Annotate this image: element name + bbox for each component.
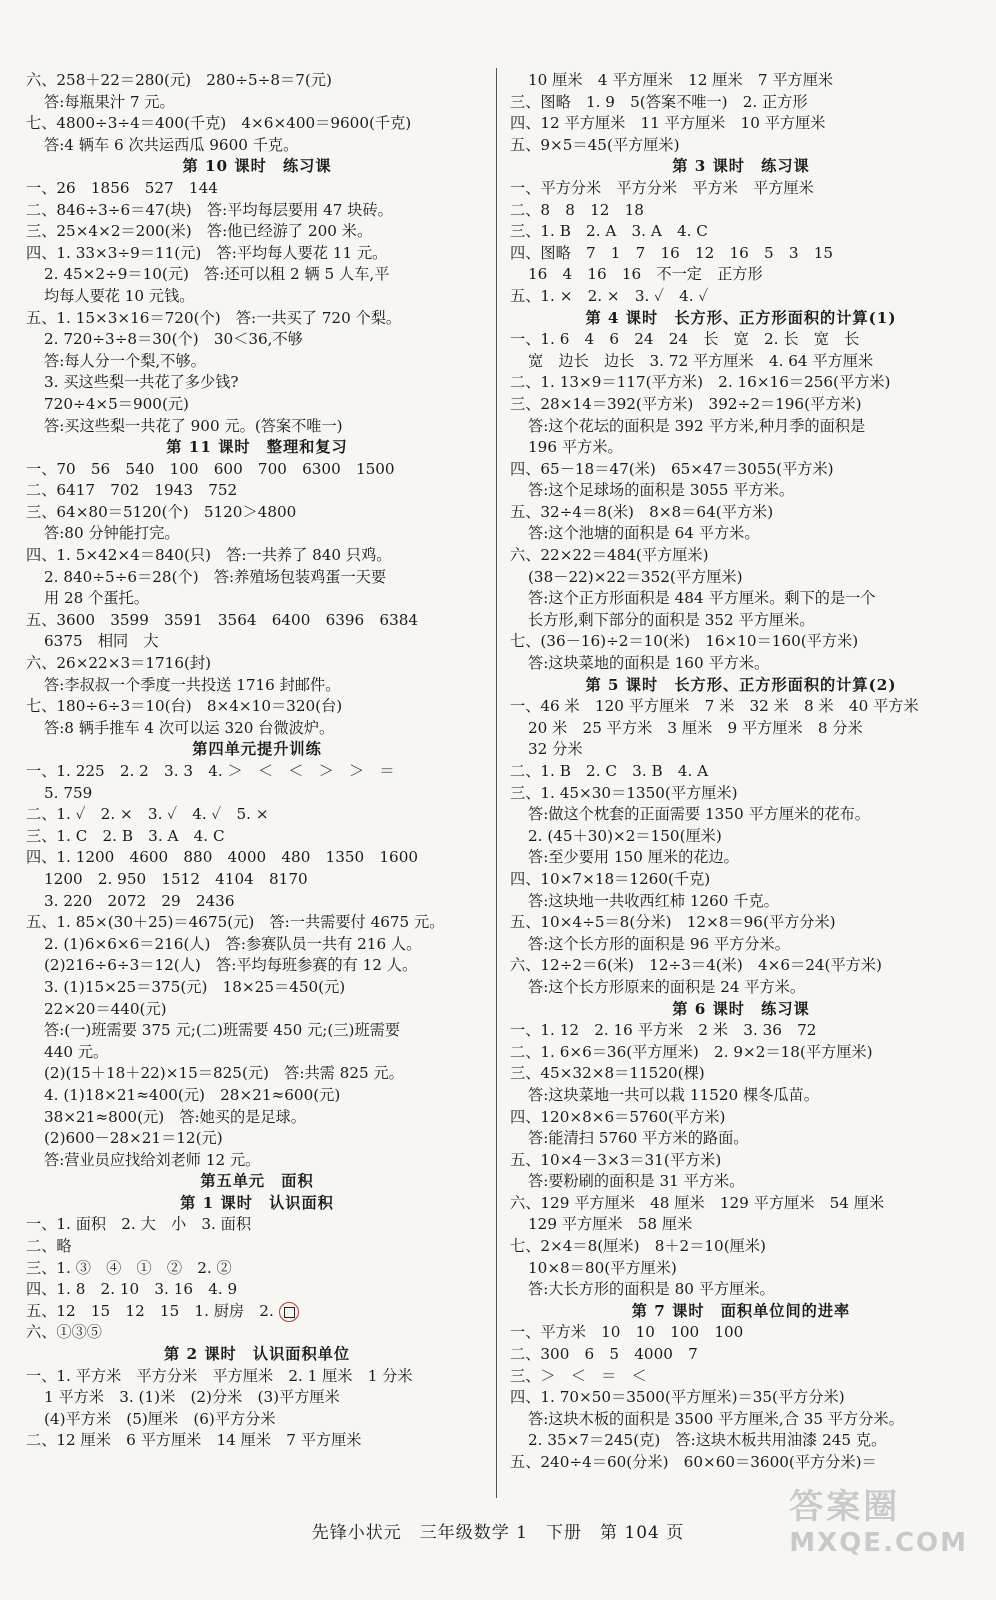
- answer-text: 答:这块菜地一共可以栽 11520 棵冬瓜苗。: [528, 1085, 819, 1104]
- answer-line: [510, 631, 972, 653]
- answer-line: [510, 610, 972, 632]
- left-column: [26, 70, 488, 1452]
- answer-text: 22×20＝440(元): [44, 999, 167, 1018]
- answer-text: 3. (1)15×25＝375(元) 18×25＝450(元): [44, 977, 346, 996]
- section-heading: [26, 437, 488, 459]
- answer-text: 第 10 课时 练习课: [182, 157, 332, 176]
- answer-line: [510, 1193, 972, 1215]
- answer-text: 二、12 厘米 6 平方厘米 14 厘米 7 平方厘米: [26, 1431, 362, 1450]
- answer-text: 第 11 课时 整理和复习: [166, 438, 348, 457]
- answer-line: [26, 1387, 488, 1409]
- answer-text: 第 5 课时 长方形、正方形面积的计算(2): [585, 675, 897, 694]
- answer-line: [510, 264, 972, 286]
- answer-line: [26, 545, 488, 567]
- answer-line: [510, 567, 972, 589]
- answer-text: 二、300 6 5 4000 7: [510, 1345, 698, 1364]
- answer-text: 第四单元提升训练: [192, 740, 322, 759]
- answer-line: [26, 416, 488, 438]
- answer-text: 答:至少要用 150 厘米的花边。: [528, 848, 739, 867]
- answer-text: 一、1. 面积 2. 大 小 3. 面积: [26, 1215, 252, 1234]
- answer-text: 答:这个长方形的面积是 96 平方分米。: [528, 934, 790, 953]
- answer-line: [26, 761, 488, 783]
- answer-line: [510, 502, 972, 524]
- answer-line: [510, 372, 972, 394]
- answer-line: [510, 1063, 972, 1085]
- answer-line: [26, 502, 488, 524]
- answer-text: 第 6 课时 练习课: [672, 999, 810, 1018]
- answer-text: 四、1. 8 2. 10 3. 16 4. 9: [26, 1280, 238, 1299]
- answer-line: [26, 221, 488, 243]
- answer-text: 一、平方米 10 10 100 100: [510, 1323, 744, 1342]
- answer-line: [510, 70, 972, 92]
- answer-line: [510, 1430, 972, 1452]
- answer-text: 二、1. ✓ 2. × 3. ✓ 4. ✓ 5. ×: [26, 805, 269, 824]
- answer-text: 10×8＝80(平方厘米): [528, 1258, 677, 1277]
- answer-line: [26, 610, 488, 632]
- answer-text: 六、129 平方厘米 48 厘米 129 平方厘米 54 厘米: [510, 1193, 885, 1212]
- answer-text: (2)(15＋18＋22)×15＝825(元) 答:共需 825 元。: [44, 1064, 404, 1083]
- answer-text: 第 2 课时 认识面积单位: [163, 1345, 351, 1364]
- answer-text: 一、26 1856 527 144: [26, 178, 218, 197]
- answer-line: [26, 1063, 488, 1085]
- answer-text: 三、64×80＝5120(个) 5120＞4800: [26, 502, 297, 521]
- answer-line: [26, 1258, 488, 1280]
- answer-line: [26, 264, 488, 286]
- answer-text: 四、65－18＝47(米) 65×47＝3055(平方米): [510, 459, 834, 478]
- answer-text: 一、1. 12 2. 16 平方米 2 米 3. 36 72: [510, 1021, 817, 1040]
- answer-text: 2. 35×7＝245(克) 答:这块木板共用油漆 245 克。: [528, 1431, 887, 1450]
- answer-text: 2. 45×2÷9＝10(元) 答:还可以租 2 辆 5 人车,平: [44, 265, 390, 284]
- answer-text: 二、1. 13×9＝117(平方米) 2. 16×16＝256(平方米): [510, 373, 891, 392]
- answer-text: 3. 220 2072 29 2436: [44, 891, 235, 910]
- answer-line: [26, 178, 488, 200]
- answer-text: 2. 720÷3÷8＝30(个) 30＜36,不够: [44, 330, 303, 349]
- answer-line: [510, 653, 972, 675]
- answer-text: 答:这块菜地的面积是 160 平方米。: [528, 654, 770, 673]
- answer-text: 1200 2. 950 1512 4104 8170: [44, 869, 308, 888]
- answer-text: 二、8 8 12 18: [510, 200, 644, 219]
- answer-text: 五、240÷4＝60(分米) 60×60＝3600(平方分米)＝: [510, 1453, 877, 1471]
- answer-line: [26, 243, 488, 265]
- answer-line: [510, 1322, 972, 1344]
- answer-text: 第五单元 面积: [200, 1172, 314, 1191]
- answer-text: 2. 840÷5÷6＝28(个) 答:养殖场包装鸡蛋一天要: [44, 567, 387, 586]
- answer-line: [510, 459, 972, 481]
- answer-text: (4)平方米 (5)厘米 (6)平方分米: [44, 1409, 276, 1428]
- answer-text: 六、①③⑤: [26, 1323, 102, 1342]
- answer-line: [26, 696, 488, 718]
- answer-text: 答:买这些梨一共花了 900 元。(答案不唯一): [44, 416, 343, 435]
- answer-text: 一、70 56 540 100 600 700 6300 1500: [26, 459, 395, 478]
- answer-text: 答:这个池塘的面积是 64 平方米。: [528, 524, 760, 543]
- answer-text: 答:李叔叔一个季度一共投送 1716 封邮件。: [44, 675, 341, 694]
- section-heading: [26, 1344, 488, 1366]
- answer-text: 二、6417 702 1943 752: [26, 481, 238, 500]
- answer-text: 答:4 辆车 6 次共运西瓜 9600 千克。: [44, 135, 299, 154]
- answer-line: [510, 351, 972, 373]
- answer-line: [26, 718, 488, 740]
- answer-line: [510, 1042, 972, 1064]
- answer-text: (2)216÷6÷3＝12(人) 答:平均每班参赛的有 12 人。: [44, 956, 418, 975]
- answer-line: [26, 1430, 488, 1452]
- answer-line: [510, 891, 972, 913]
- answer-line: [510, 394, 972, 416]
- answer-line: [510, 178, 972, 200]
- section-heading: [26, 1193, 488, 1215]
- answer-line: [510, 1279, 972, 1301]
- section-heading: [26, 156, 488, 178]
- answer-line: [26, 1366, 488, 1388]
- answer-text: 宽 边长 边长 3. 72 平方厘米 4. 64 平方厘米: [528, 351, 874, 370]
- answer-text: 六、12÷2＝6(米) 12÷3＝4(米) 4×6＝24(平方米): [510, 956, 882, 975]
- answer-line: [510, 329, 972, 351]
- answer-line: [26, 567, 488, 589]
- answer-text: 720÷4×5＝900(元): [44, 394, 189, 413]
- answer-line: [510, 286, 972, 308]
- answer-text: 四、1. 70×50＝3500(平方厘米)＝35(平方分米): [510, 1388, 845, 1407]
- answer-text: 一、平方分米 平方分米 平方米 平方厘米: [510, 178, 814, 197]
- section-heading: [26, 1171, 488, 1193]
- answer-line: [26, 999, 488, 1021]
- answer-line: [26, 308, 488, 330]
- answer-line: [510, 135, 972, 157]
- answer-line: [26, 1322, 488, 1344]
- section-heading: [26, 739, 488, 761]
- answer-text: 二、略: [26, 1237, 72, 1256]
- answer-text: 三、25×4×2＝200(米) 答:他已经游了 200 米。: [26, 222, 373, 241]
- answer-text: 答:(一)班需要 375 元;(二)班需要 450 元;(三)班需要: [44, 1021, 401, 1040]
- answer-line: [510, 934, 972, 956]
- answer-text: 三、1. ③ ④ ① ② 2. ②: [26, 1258, 232, 1277]
- answer-text: 一、1. 6 4 6 24 24 长 宽 2. 长 宽 长: [510, 330, 860, 349]
- answer-line: [510, 92, 972, 114]
- answer-line: [510, 847, 972, 869]
- answer-line: [510, 955, 972, 977]
- answer-line: [26, 1107, 488, 1129]
- answer-line: [510, 761, 972, 783]
- section-heading: [510, 156, 972, 178]
- section-heading: [510, 999, 972, 1021]
- answer-line: [26, 912, 488, 934]
- answer-line: [510, 221, 972, 243]
- right-column: [510, 70, 972, 1474]
- answer-line: [26, 804, 488, 826]
- answer-text: 一、1. 平方米 平方分米 平方厘米 2. 1 厘米 1 分米: [26, 1366, 413, 1385]
- answer-line: [26, 1128, 488, 1150]
- answer-line: [510, 869, 972, 891]
- answer-text: 四、1. 1200 4600 880 4000 480 1350 1600: [26, 848, 419, 867]
- answer-line: [26, 891, 488, 913]
- answer-text: 129 平方厘米 58 厘米: [528, 1215, 693, 1234]
- answer-line: [26, 977, 488, 999]
- answer-line: [26, 286, 488, 308]
- answer-line: [510, 977, 972, 999]
- answer-line: [510, 804, 972, 826]
- answer-text: 答:这个长方形原来的面积是 24 平方米。: [528, 977, 806, 996]
- answer-text: 三、1. C 2. B 3. A 4. C: [26, 826, 225, 845]
- section-heading: [510, 675, 972, 697]
- answer-text: 用 28 个蛋托。: [44, 589, 149, 608]
- answer-text: 二、1. 6×6＝36(平方厘米) 2. 9×2＝18(平方厘米): [510, 1042, 873, 1061]
- answer-line: [510, 739, 972, 761]
- answer-text: 答:这个花坛的面积是 392 平方米,种月季的面积是: [528, 416, 866, 435]
- answer-line: [26, 372, 488, 394]
- answer-line: [26, 1020, 488, 1042]
- answer-text: 均每人要花 10 元钱。: [44, 286, 195, 305]
- answer-text: 3. 买这些梨一共花了多少钱?: [44, 373, 239, 392]
- answer-line: [510, 718, 972, 740]
- answer-line: [510, 1171, 972, 1193]
- answer-text: 六、22×22＝484(平方厘米): [510, 546, 709, 565]
- answer-line: [510, 416, 972, 438]
- answer-line: [510, 1452, 972, 1474]
- answer-line: [510, 1085, 972, 1107]
- answer-line: [510, 783, 972, 805]
- answer-text: 三、图略 1. 9 5(答案不唯一) 2. 正方形: [510, 92, 808, 111]
- answer-text: 四、12 平方厘米 11 平方厘米 10 平方厘米: [510, 114, 826, 133]
- answer-text: 五、32÷4＝8(米) 8×8＝64(平方米): [510, 502, 774, 521]
- answer-line: [26, 459, 488, 481]
- answer-text: (38－22)×22＝352(平方厘米): [528, 567, 743, 586]
- answer-line: [510, 1387, 972, 1409]
- answer-line: [26, 1085, 488, 1107]
- answer-line: [510, 1020, 972, 1042]
- answer-text: 答:大长方形的面积是 80 平方厘米。: [528, 1280, 775, 1299]
- answer-text: 答:8 辆手推车 4 次可以运 320 台微波炉。: [44, 718, 335, 737]
- answer-text: 16 4 16 16 不一定 正方形: [528, 265, 763, 284]
- watermark-bottom: MXQE.COM: [789, 1528, 968, 1558]
- answer-line: [26, 934, 488, 956]
- answer-line: [510, 200, 972, 222]
- answer-line: [510, 1366, 972, 1388]
- answer-text: 4. (1)18×21≈400(元) 28×21≈600(元): [44, 1085, 341, 1104]
- answer-text: 答:做这个枕套的正面需要 1350 平方厘米的花布。: [528, 805, 870, 824]
- answer-text: 七、2×4＝8(厘米) 8＋2＝10(厘米): [510, 1237, 766, 1256]
- answer-line: [26, 1042, 488, 1064]
- answer-text: (2)600－28×21＝12(元): [44, 1129, 223, 1148]
- answer-text: 38×21≈800(元) 答:她买的是足球。: [44, 1107, 306, 1126]
- answer-line: [26, 1150, 488, 1172]
- answer-text: 七、(36－16)÷2＝10(米) 16×10＝160(平方米): [510, 632, 859, 651]
- section-heading: [510, 308, 972, 330]
- answer-line: [26, 394, 488, 416]
- answer-text: 答:每人分一个梨,不够。: [44, 351, 206, 370]
- answer-line: [26, 351, 488, 373]
- answer-text: 20 米 25 平方米 3 厘米 9 平方厘米 8 分米: [528, 718, 863, 737]
- answer-line: [26, 329, 488, 351]
- answer-line: [510, 1128, 972, 1150]
- answer-text: 四、1. 5×42×4＝840(只) 答:一共养了 840 只鸡。: [26, 546, 392, 565]
- answer-line: [510, 588, 972, 610]
- answer-text: 五、1. 15×3×16＝720(个) 答:一共买了 720 个梨。: [26, 308, 402, 327]
- answer-text: 三、1. 45×30＝1350(平方厘米): [510, 783, 738, 802]
- answer-line: [26, 70, 488, 92]
- answer-line: [26, 847, 488, 869]
- answer-text: 196 平方米。: [528, 438, 623, 457]
- answer-text: 答:这个正方形面积是 484 平方厘米。剩下的是一个: [528, 589, 876, 608]
- answer-text: 四、1. 33×3÷9＝11(元) 答:平均每人要花 11 元。: [26, 243, 388, 262]
- answer-line: [510, 545, 972, 567]
- answer-text: 五、9×5＝45(平方厘米): [510, 135, 680, 154]
- answer-line: [510, 826, 972, 848]
- answer-line: [510, 523, 972, 545]
- answer-text: 答:这块木板的面积是 3500 平方厘米,合 35 平方分米。: [528, 1409, 904, 1428]
- answer-line: [510, 1150, 972, 1172]
- answer-text: 答:每瓶果汁 7 元。: [44, 92, 175, 111]
- answer-line: [26, 869, 488, 891]
- answer-line: [26, 523, 488, 545]
- answer-text: 答:营业员应找给刘老师 12 元。: [44, 1150, 261, 1169]
- answer-line: [26, 480, 488, 502]
- answer-text: 第 4 课时 长方形、正方形面积的计算(1): [585, 308, 897, 327]
- answer-line: [26, 653, 488, 675]
- answer-line: [510, 437, 972, 459]
- answer-text: 1 平方米 3. (1)米 (2)分米 (3)平方厘米: [44, 1388, 340, 1407]
- answer-text: 四、10×7×18＝1260(千克): [510, 869, 711, 888]
- answer-line: [510, 1214, 972, 1236]
- answer-text: 32 分米: [528, 740, 583, 759]
- answer-text: 五、3600 3599 3591 3564 6400 6396 6384: [26, 610, 419, 629]
- answer-text: 七、4800÷3÷4＝400(千克) 4×6×400＝9600(千克): [26, 114, 412, 133]
- answer-text: 三、＞ ＜ ＝ ＜: [510, 1366, 647, 1385]
- answer-text: 四、120×8×6＝5760(平方米): [510, 1107, 726, 1126]
- section-heading: [510, 1301, 972, 1323]
- answer-text: 440 元。: [44, 1042, 109, 1061]
- answer-line: [510, 1344, 972, 1366]
- answer-line: [510, 1236, 972, 1258]
- watermark-top: 答案圈: [789, 1487, 901, 1527]
- answer-text: 6375 相同 大: [44, 632, 159, 651]
- answer-text: 一、46 米 120 平方厘米 7 米 32 米 8 米 40 平方米: [510, 697, 919, 716]
- answer-line: [510, 1107, 972, 1129]
- answer-text: 10 厘米 4 平方厘米 12 厘米 7 平方厘米: [528, 71, 834, 89]
- answer-text: 三、45×32×8＝11520(棵): [510, 1064, 705, 1083]
- answer-line: [26, 92, 488, 114]
- answer-text: 五、1. 85×(30＋25)＝4675(元) 答:一共需要付 4675 元。: [26, 913, 445, 932]
- answer-text: 四、图略 7 1 7 16 12 16 5 3 15: [510, 243, 834, 262]
- answer-text: 一、1. 225 2. 2 3. 3 4. ＞ ＜ ＜ ＞ ＞ ＝: [26, 762, 395, 780]
- answer-text: 答:能清扫 5760 平方米的路面。: [528, 1129, 749, 1148]
- watermark-logo: [789, 1479, 968, 1558]
- answer-line: [26, 1236, 488, 1258]
- answer-line: [26, 1409, 488, 1431]
- answer-text: 第 3 课时 练习课: [672, 157, 810, 176]
- answer-text: 七、180÷6÷3＝10(台) 8×4×10＝320(台): [26, 697, 343, 716]
- answer-text: 五、10×4÷5＝8(分米) 12×8＝96(平方分米): [510, 913, 836, 932]
- column-divider: [496, 68, 497, 1498]
- circled-square-icon: [279, 1302, 299, 1322]
- answer-line: [26, 200, 488, 222]
- answer-text: 2. (45＋30)×2＝150(厘米): [528, 826, 722, 845]
- answer-line: [510, 113, 972, 135]
- answer-line: [26, 1214, 488, 1236]
- answer-text: 答:要粉刷的面积是 31 平方米。: [528, 1172, 745, 1191]
- answer-line: [510, 1409, 972, 1431]
- answer-line: [26, 1279, 488, 1301]
- answer-line: [26, 955, 488, 977]
- answer-line: [26, 113, 488, 135]
- answer-text: 二、846÷3÷6＝47(块) 答:平均每层要用 47 块砖。: [26, 200, 393, 219]
- answer-text: 第 1 课时 认识面积: [180, 1193, 334, 1212]
- answer-line: [26, 135, 488, 157]
- answer-line: [26, 783, 488, 805]
- answer-text: 五、12 15 12 15 1. 厨房 2.: [26, 1301, 274, 1320]
- answer-text: 三、28×14＝392(平方米) 392÷2＝196(平方米): [510, 394, 862, 413]
- answer-line: [26, 826, 488, 848]
- answer-text: 五、1. × 2. × 3. ✓ 4. ✓: [510, 286, 709, 305]
- answer-text: 答:80 分钟能打完。: [44, 524, 180, 543]
- answer-text: 答:这块地一共收西红柿 1260 千克。: [528, 891, 779, 910]
- page-footer: 先锋小状元 三年级数学 1 下册 第 104 页: [311, 1523, 685, 1543]
- answer-text: 答:这个足球场的面积是 3055 平方米。: [528, 481, 795, 500]
- answer-line: [510, 480, 972, 502]
- answer-line: [510, 912, 972, 934]
- answer-text: 5. 759: [44, 783, 93, 802]
- answer-text: 长方形,剩下部分的面积是 352 平方厘米。: [528, 610, 815, 629]
- answer-line: [26, 675, 488, 697]
- answer-line: [510, 696, 972, 718]
- answer-line: [26, 1301, 488, 1323]
- answer-line: [26, 588, 488, 610]
- answer-line: [510, 243, 972, 265]
- answer-text: 六、26×22×3＝1716(封): [26, 654, 212, 673]
- answer-line: [26, 631, 488, 653]
- answer-text: 二、1. B 2. C 3. B 4. A: [510, 762, 709, 780]
- answer-text: 2. (1)6×6×6＝216(人) 答:参赛队员一共有 216 人。: [44, 934, 422, 953]
- answer-text: 五、10×4－3×3＝31(平方米): [510, 1150, 722, 1169]
- answer-text: 三、1. B 2. A 3. A 4. C: [510, 222, 708, 241]
- answer-line: [510, 1258, 972, 1280]
- answer-text: 第 7 课时 面积单位间的进率: [631, 1301, 851, 1320]
- answer-text: 六、258＋22＝280(元) 280÷5÷8＝7(元): [26, 71, 332, 89]
